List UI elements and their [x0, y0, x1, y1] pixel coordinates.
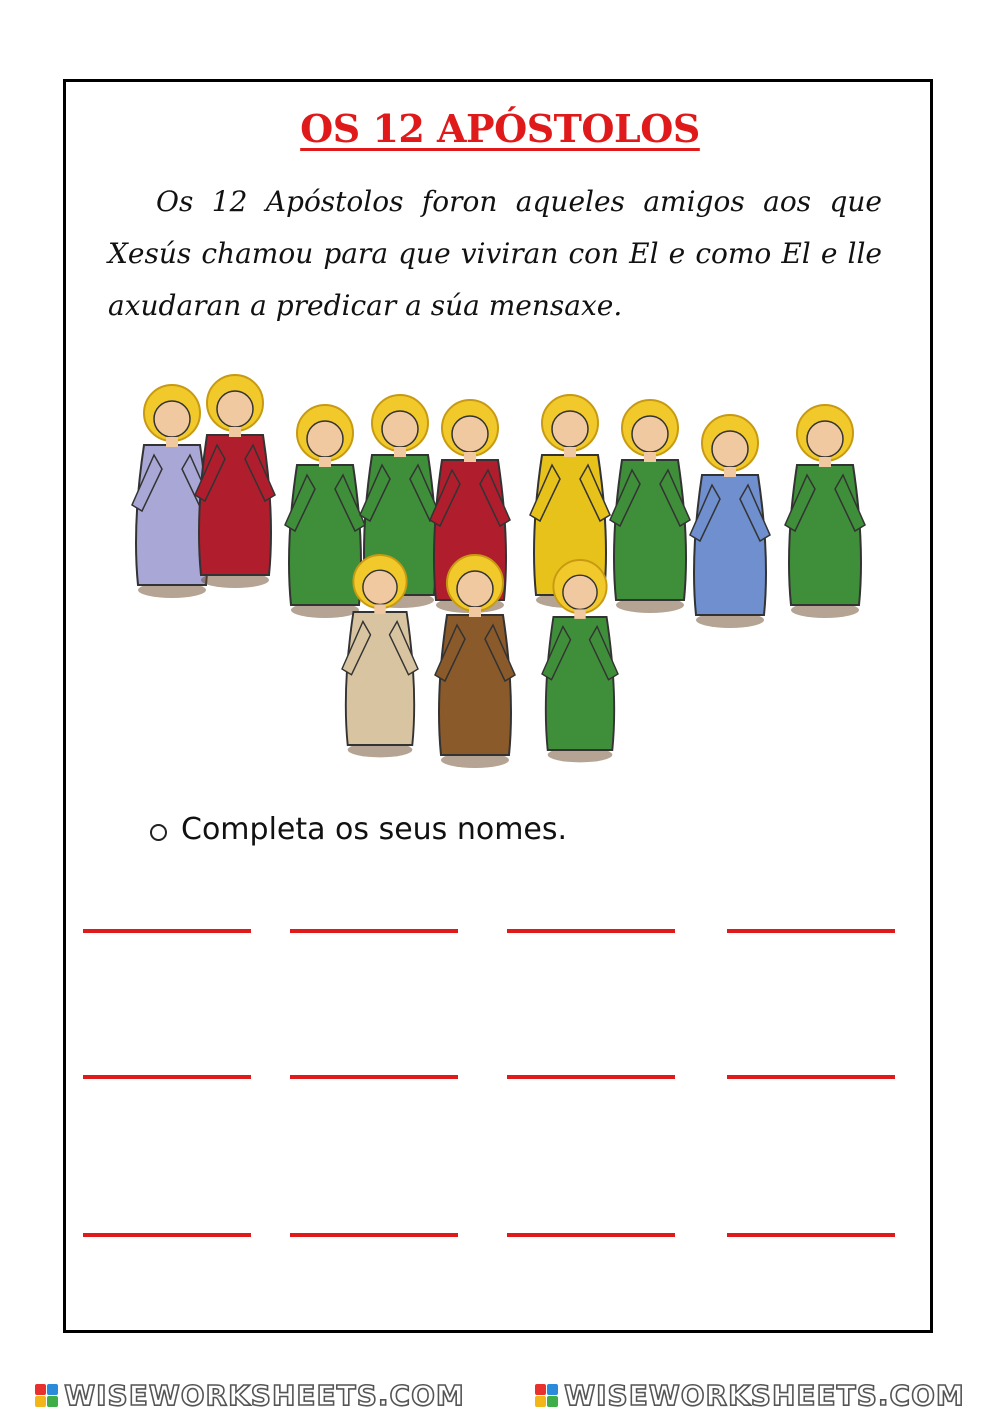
logo-icon	[35, 1384, 58, 1407]
answer-line[interactable]	[290, 929, 458, 933]
apostle-figure	[195, 375, 275, 588]
answer-line[interactable]	[507, 1075, 675, 1079]
answer-line[interactable]	[727, 1075, 895, 1079]
apostle-figure	[785, 405, 865, 618]
instruction-text: Completa os seus nomes.	[181, 812, 568, 847]
worksheet-title: OS 12 APÓSTOLOS	[300, 106, 700, 151]
watermark-text: WISEWORKSHEETS.COM	[564, 1379, 965, 1412]
answer-line[interactable]	[290, 1233, 458, 1237]
watermark-footer	[0, 1378, 1000, 1413]
answer-line[interactable]	[290, 1075, 458, 1079]
answer-line[interactable]	[507, 929, 675, 933]
apostle-figure	[435, 555, 515, 768]
apostle-figure	[542, 560, 618, 762]
watermark-text: WISEWORKSHEETS.COM	[64, 1379, 465, 1412]
apostle-figure	[610, 400, 690, 613]
answer-line[interactable]	[727, 929, 895, 933]
logo-icon	[535, 1384, 558, 1407]
twelve-apostles-illustration	[110, 345, 900, 775]
answer-line[interactable]	[83, 1233, 251, 1237]
answer-line[interactable]	[83, 1075, 251, 1079]
watermark-1	[35, 1379, 465, 1412]
answer-line[interactable]	[727, 1233, 895, 1237]
apostle-figure	[690, 415, 770, 628]
apostle-figure	[342, 555, 418, 757]
intro-paragraph: Os 12 Apóstolos foron aqueles amigos aos que Xesús chamou para que viviran con El e como El e lle axudaran a predicar a súa mensaxe.	[108, 185, 882, 322]
instruction	[150, 812, 567, 847]
bullet-icon	[150, 824, 167, 841]
watermark-2	[535, 1379, 965, 1412]
answer-line[interactable]	[83, 929, 251, 933]
answer-line[interactable]	[507, 1233, 675, 1237]
